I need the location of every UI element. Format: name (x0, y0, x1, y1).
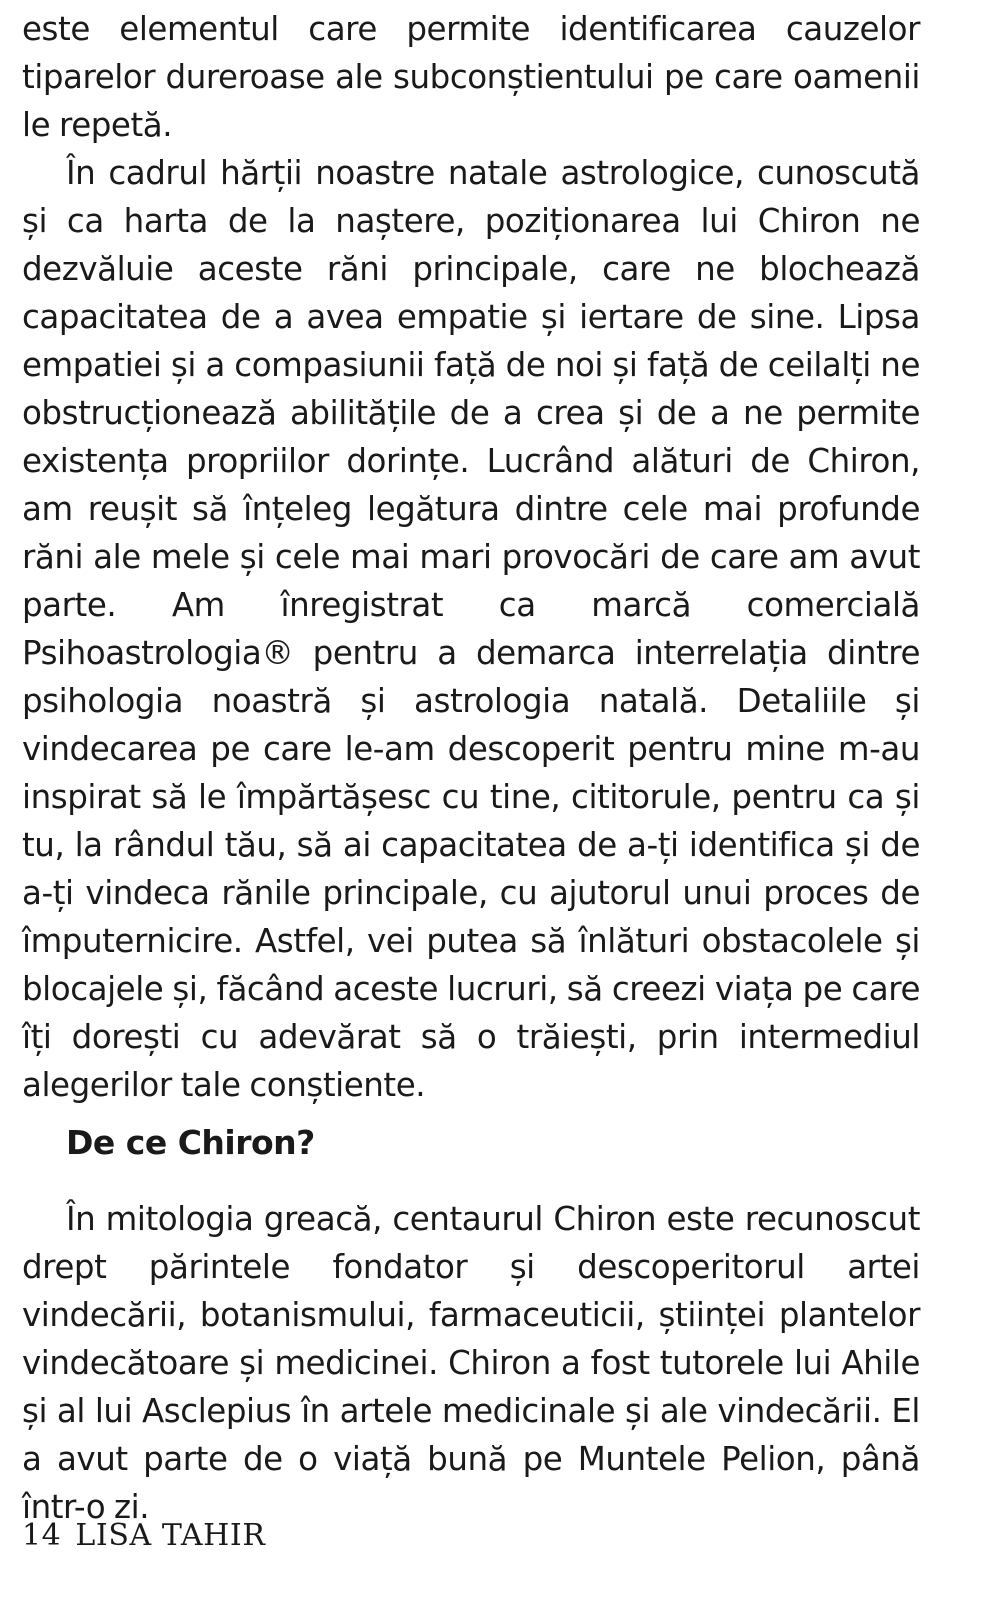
paragraph-chiron-natal-chart: În cadrul hărții noastre natale astrologice, cunoscută și ca harta de la naștere, poziționarea lui Chiron ne dezvăluie aceste răni principale, care ne blochează capacitatea de a avea empatie și iertare de sine. Lipsa empatiei și a compasiunii față de noi și față de ceilalți ne obstrucționează abilitățile de a crea și de a ne permite existența propriilor dorințe. Lucrând alături de Chiron, am reușit să înțeleg legătura dintre cele mai profunde răni ale mele și cele mai mari provocări de care am avut parte. Am înregistrat ca marcă comercială Psihoastrologia® pentru a demarca interrelația dintre psihologia noastră și astrologia natală. Detaliile și vindecarea pe care le-am descoperit pentru mine m-au inspirat să le împărtășesc cu tine, cititorule, pentru ca și tu, la rândul tău, să ai capacitatea de a-ți identifica și de a-ți vindeca rănile principale, cu ajutorul unui proces de împuternicire. Astfel, vei putea să înlături obstacolele și blocajele și, făcând aceste lucruri, să creezi viața pe care îți dorești cu adevărat să o trăiești, prin intermediul alegerilor tale conștiente. (22, 154, 920, 1104)
page-number: 14 (22, 1518, 62, 1553)
running-head-author: LISA TAHIR (75, 1518, 266, 1553)
paragraph-continuation: este elementul care permite identificarea cauzelor tiparelor dureroase ale subconștientului pe care oamenii le repetă. (22, 10, 920, 144)
page-footer (22, 1514, 266, 1558)
section-heading: De ce Chiron? (66, 1123, 315, 1162)
paragraph-greek-mythology: În mitologia greacă, centaurul Chiron este recunoscut drept părintele fondator și descoperitorul artei vindecării, botanismului, farmaceuticii, științei plantelor vindecătoare și medicinei. Chiron a fost tutorele lui Ahile și al lui Asclepius în artele medicinale și ale vindecării. El a avut parte de o viață bună pe Muntele Pelion, până într-o zi. (22, 1200, 920, 1526)
